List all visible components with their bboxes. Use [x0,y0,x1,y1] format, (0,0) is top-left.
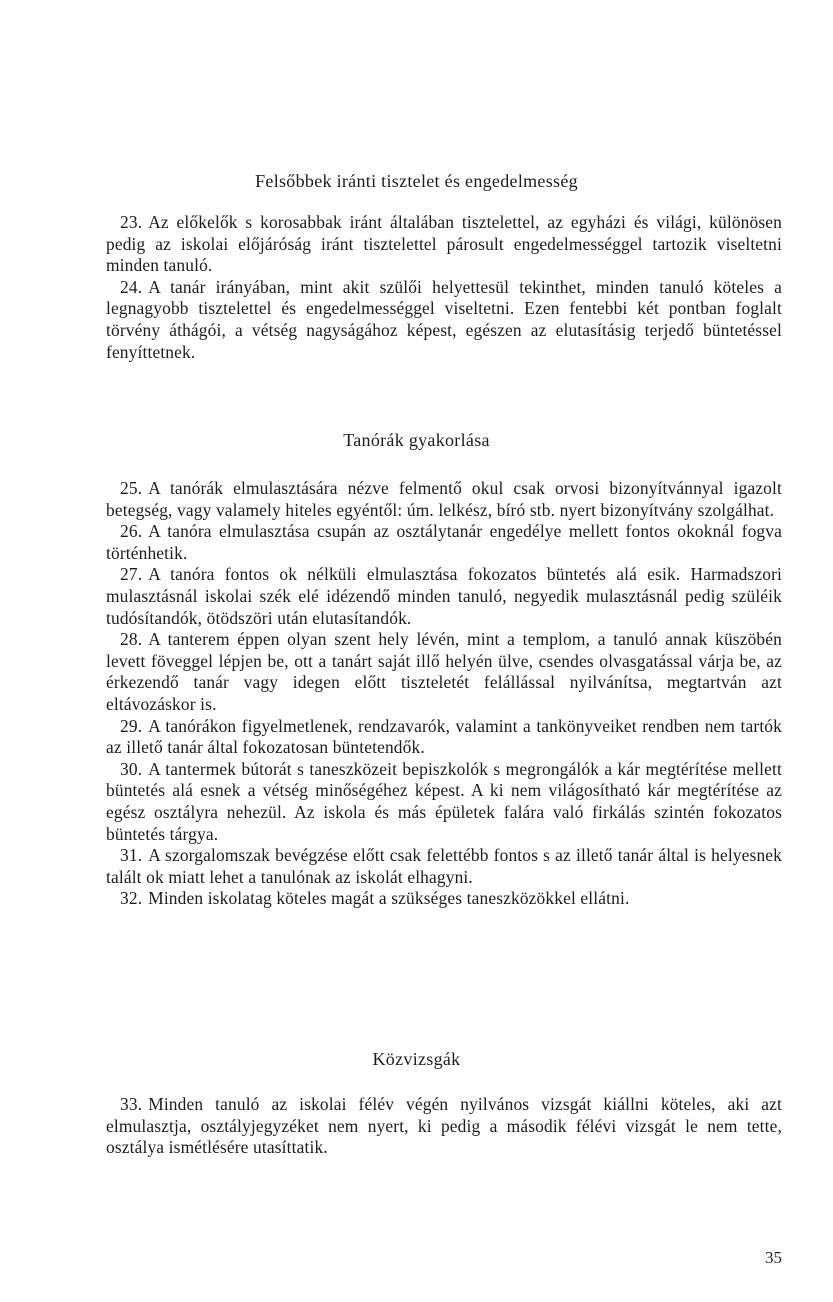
paragraph-text: A tanóra fontos ok nélküli elmulasztása fokozatos büntetés alá esik. Harmadszori mulasztásnál iskolai szék elé idézendő minden tanuló, negyedik mulasztásnál pedig szüléik tudósítandók, ötödszöri után elutasítandók. [106,564,782,628]
paragraph-number: 28. [120,629,143,650]
paragraph-number: 24. [120,276,143,297]
paragraph-text: Minden iskolatag köteles magát a szükséges taneszközökkel ellátni. [148,888,630,909]
paragraph-number: 25. [120,478,143,498]
paragraph [106,716,782,759]
section-heading: Közvizsgák [372,1049,461,1069]
section-body [106,478,782,910]
paragraph [106,521,782,564]
page-number: 35 [765,1248,782,1267]
paragraph-number: 27. [120,564,143,585]
paragraph-text: A tanterem éppen olyan szent hely lévén, mint a templom, a tanuló annak küszöbén levett föveggel lépjen be, ott a tanárt saját illő helyén ülve, csendes olvasgatással várja be, az érkezendő tanár vagy idegen előtt tiszteletét felállással nyilvánítsa, megtartván azt eltávozáskor is. [106,629,782,714]
paragraph [106,845,782,888]
paragraph-number: 33. [120,1094,143,1114]
paragraph-text: Minden tanuló az iskolai félév végén nyilvános vizsgát kiállni köteles, aki azt elmulasztja, osztályjegyzéket nem nyert, ki pedig a második félévi vizsgát le nem tette, osztálya ismétlésére utasíttatik. [106,1094,782,1158]
paragraph [106,759,782,845]
paragraph-text: A tanár irányában, mint akit szülői helyettesül tekinthet, minden tanuló köteles a legnagyobb tisztelettel és engedelmességgel viseltetni. Ezen fentebbi két pontban foglalt törvény áthágói, a vétség nagyságához képest, egészen az elutasításig terjedő büntetéssel fenyíttetnek. [106,276,782,362]
paragraph-number: 26. [120,521,143,542]
paragraph [106,564,782,629]
paragraph-text: A tantermek bútorát s taneszközeit bepiszkolók s megrongálók a kár megtérítése mellett büntetés alá esnek a vétség minőségéhez képest. A ki nem világosítható kár megtérítése az egész osztályra nehezül. Az iskola és más épületek falára való firkálás szintén fokozatos büntetés tárgya. [106,758,782,844]
section-body [106,1094,782,1159]
paragraph [106,212,782,277]
paragraph-text: Az előkelők s korosabbak iránt általában tisztelettel, az egyházi és világi, különösen pedig az iskolai előjáróság iránt tisztelettel párosult engedelmességgel tartozik viseltetni minden tanuló. [106,212,782,276]
paragraph [106,1094,782,1159]
paragraph-text: A tanórák elmulasztására nézve felmentő okul csak orvosi bizonyítvánnyal igazolt betegség, vagy valamely hiteles egyéntől: úm. lelkész, bíró stb. nyert bizonyítvány szolgálhat. [106,478,782,520]
paragraph [106,888,782,910]
paragraph [106,478,782,521]
paragraph [106,277,782,363]
paragraph-number: 30. [120,758,143,779]
paragraph-text: A tanóra elmulasztása csupán az osztálytanár engedélye mellett fontos okoknál fogva történhetik. [106,521,782,563]
section-heading: Felsőbbek iránti tisztelet és engedelmesség [255,171,578,191]
paragraph-number: 23. [120,212,143,232]
paragraph [106,629,782,715]
section-heading: Tanórák gyakorlása [343,430,490,450]
paragraph-number: 32. [120,888,143,909]
paragraph-number: 31. [120,845,143,866]
paragraph-number: 29. [120,715,143,736]
paragraph-text: A szorgalomszak bevégzése előtt csak felettébb fontos s az illető tanár által is helyesnek talált ok miatt lehet a tanulónak az iskolát elhagyni. [106,845,782,887]
section-body [106,212,782,363]
paragraph-text: A tanórákon figyelmetlenek, rendzavarók, valamint a tankönyveiket rendben nem tartók az illető tanár által fokozatosan büntetendők. [106,715,782,758]
